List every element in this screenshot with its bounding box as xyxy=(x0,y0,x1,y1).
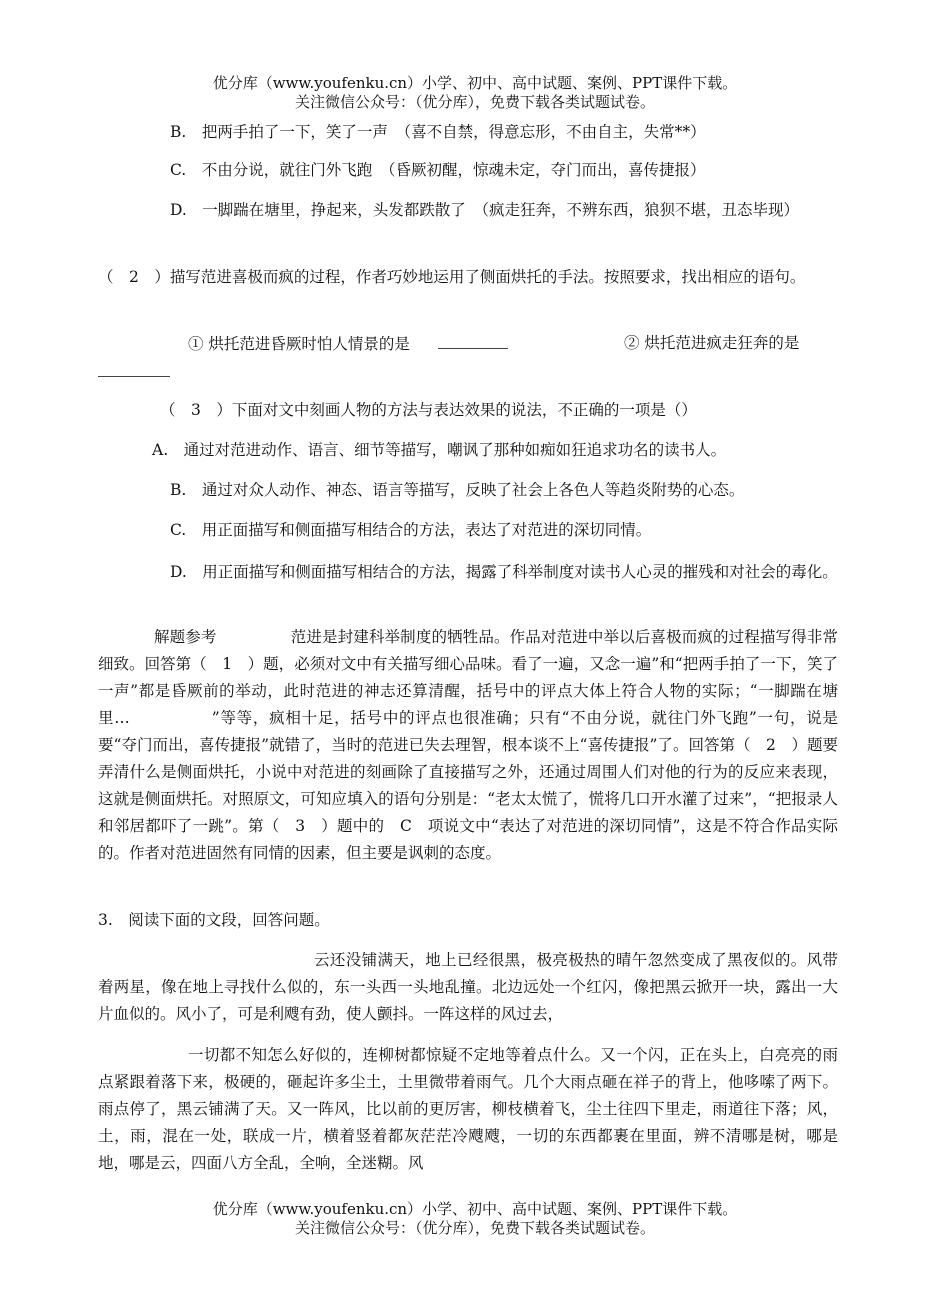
q3-option-d: D. 用正面描写和侧面描写相结合的方法，揭露了科举制度对读书人心灵的摧残和对社会的毒化。 xyxy=(170,563,838,581)
footer-line-2: 关注微信公众号：（优分库），免费下载各类试题试卷。 xyxy=(294,1219,655,1237)
q2-answer-blank-1[interactable] xyxy=(438,332,508,349)
passage-paragraph-2: 一切都不知怎么好似的，连柳树都惊疑不定地等着点什么。又一个闪，正在头上，白亮亮的雨点紧跟着落下来，极硬的，砸起许多尘土，土里微带着雨气。几个大雨点砸在祥子的背上，他哆嗦了两下。雨点停了，黑云铺满了天。又一阵风，比以前的更厉害，柳枝横着飞，尘土往四下里走，雨道往下落；风，土，雨，混在一处，联成一片，横着竖着都灰茫茫冷飕飕，一切的东西都裹在里面，辨不清哪是树，哪是地，哪是云，四面八方全乱，全响，全迷糊。风 xyxy=(98,1046,838,1172)
explanation-label: 解题参考 xyxy=(154,628,217,646)
q2-answer-blank-2[interactable] xyxy=(98,376,170,377)
q3-stem: （ 3 ）下面对文中刻画人物的方法与表达效果的说法，不正确的一项是（） xyxy=(160,401,697,419)
q1-option-b: B. 把两手拍了一下，笑了一声 （喜不自禁，得意忘形，不由自主，失常**） xyxy=(170,123,706,141)
q2-item-1-text: ① 烘托范进昏厥时怕人情景的是 xyxy=(188,335,410,353)
q1-option-d: D. 一脚踹在塘里，挣起来，头发都跌散了 （疯走狂奔，不辨东西，狼狈不堪，丑态毕现） xyxy=(170,201,800,219)
q3-option-c: C. 用正面描写和侧面描写相结合的方法，表达了对范进的深切同情。 xyxy=(170,521,652,539)
header-line-2: 关注微信公众号：（优分库），免费下载各类试题试卷。 xyxy=(294,93,655,111)
q3-option-b: B. 通过对众人动作、神态、语言等描写，反映了社会上各色人等趋炎附势的心态。 xyxy=(170,481,745,499)
q2-stem: （ 2 ）描写范进喜极而疯的过程，作者巧妙地运用了侧面烘托的手法。按照要求，找出相应的语句。 xyxy=(98,268,806,286)
explanation-text: 范进是封建科举制度的牺牲品。作品对范进中举以后喜极而疯的过程描写得非常细致。回答第（ 1 ）题，必须对文中有关描写细心品味。看了一遍，又念一遍”和“把两手拍了一下，笑了一声”都是昏厥前的举动，此时范进的神志还算清醒，括号中的评点大体上符合人物的实际；“一脚踹在塘里… ”等等，疯相十足，括号中的评点也很准确；只有“不由分说，就往门外飞跑”一句，说是要“夺门而出，喜传捷报”就错了，当时的范进已失去理智，根本谈不上“喜传捷报”了。回答第（ 2 ）题要弄清什么是侧面烘托，小说中对范进的刻画除了直接描写之外，还通过周围人们对他的行为的反应来表现，这就是侧面烘托。对照原文，可知应填入的语句分别是：“老太太慌了，慌将几口开水灌了过来”，“把报录人和邻居都吓了一跳”。第（ 3 ）题中的 C 项说文中“表达了对范进的深切同情”，这是不符合作品实际的。作者对范进固然有同情的因素，但主要是讽刺的态度。 xyxy=(98,628,838,862)
section-3-stem: 3. 阅读下面的文段，回答问题。 xyxy=(98,911,330,929)
passage-paragraph-1: 云还没铺满天，地上已经很黑，极亮极热的晴午忽然变成了黑夜似的。风带着两星，像在地上寻找什么似的，东一头西一头地乱撞。北边远处一个红闪，像把黑云掀开一块，露出一大片血似的。风小了，可是利飕有劲，使人颤抖。一阵这样的风过去， xyxy=(98,951,838,1023)
q1-option-c: C. 不由分说，就往门外飞跑 （昏厥初醒，惊魂未定，夺门而出，喜传捷报） xyxy=(170,161,706,179)
footer-line-1: 优分库（www.youfenku.cn）小学、初中、高中试题、案例、PPT课件下载。 xyxy=(212,1200,738,1218)
header-line-1: 优分库（www.youfenku.cn）小学、初中、高中试题、案例、PPT课件下载。 xyxy=(212,74,738,92)
q2-item-1 xyxy=(188,332,508,355)
q2-item-2: ② 烘托范进疯走狂奔的是 xyxy=(624,334,800,352)
explanation-paragraph xyxy=(98,624,838,867)
q3-option-a: A. 通过对范进动作、语言、细节等描写，嘲讽了那种如痴如狂追求功名的读书人。 xyxy=(152,441,727,459)
